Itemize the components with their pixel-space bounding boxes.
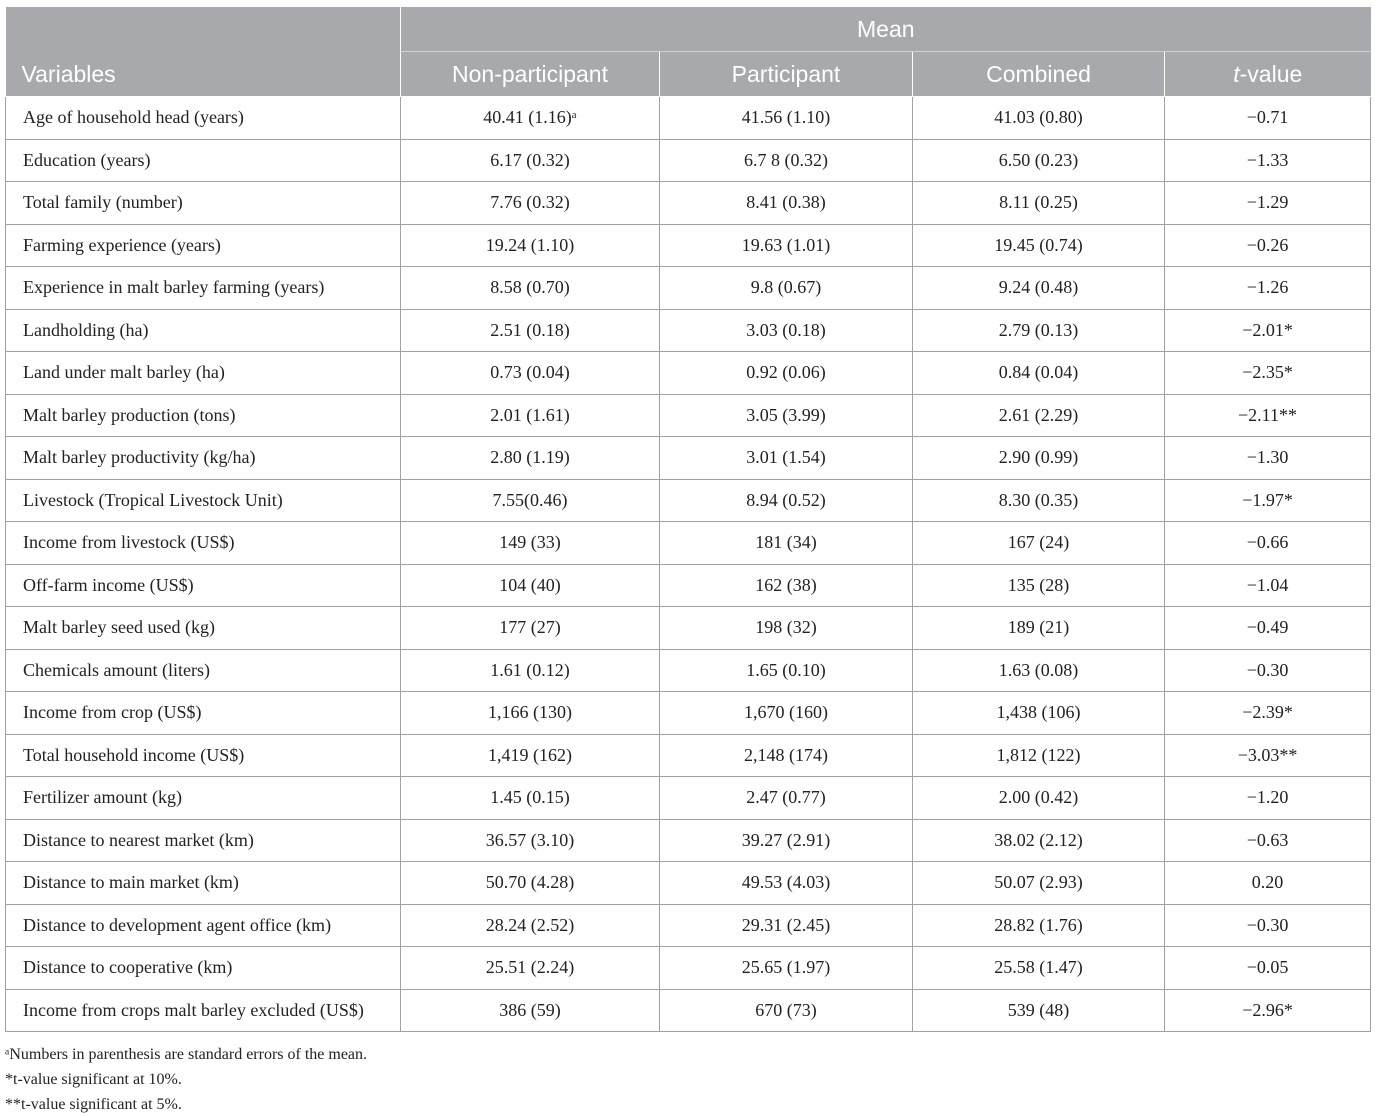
table-row xyxy=(6,904,1371,947)
header-mean-group: Mean xyxy=(401,7,1371,52)
variable-name-cell: Chemicals amount (liters) xyxy=(6,649,401,692)
header-non-participant: Non-participant xyxy=(401,52,660,97)
non-participant-value-cell: 2.51 (0.18) xyxy=(401,309,660,352)
variable-name-cell: Distance to development agent office (km) xyxy=(6,904,401,947)
non-participant-value-cell: 2.80 (1.19) xyxy=(401,437,660,480)
participant-value-cell: 39.27 (2.91) xyxy=(660,819,913,862)
table-row xyxy=(6,734,1371,777)
combined-value-cell: 135 (28) xyxy=(913,564,1165,607)
footnote: **t-value significant at 5%. xyxy=(5,1096,182,1113)
combined-value-cell: 9.24 (0.48) xyxy=(913,267,1165,310)
combined-value-cell: 1,812 (122) xyxy=(913,734,1165,777)
combined-value-cell: 25.58 (1.47) xyxy=(913,947,1165,990)
table-row xyxy=(6,564,1371,607)
combined-value-cell: 0.84 (0.04) xyxy=(913,352,1165,395)
footnote: ᵃNumbers in parenthesis are standard errors of the mean. xyxy=(5,1046,368,1063)
non-participant-value-cell: 40.41 (1.16)ᵃ xyxy=(401,97,660,140)
non-participant-value-cell: 7.55(0.46) xyxy=(401,479,660,522)
combined-value-cell: 8.30 (0.35) xyxy=(913,479,1165,522)
non-participant-value-cell: 149 (33) xyxy=(401,522,660,565)
variable-name-cell: Experience in malt barley farming (years) xyxy=(6,267,401,310)
table-row xyxy=(6,522,1371,565)
summary-statistics-table-container xyxy=(5,7,1370,1117)
variable-name-cell: Income from crops malt barley excluded (US$) xyxy=(6,989,401,1032)
combined-value-cell: 1.63 (0.08) xyxy=(913,649,1165,692)
participant-value-cell: 181 (34) xyxy=(660,522,913,565)
participant-value-cell: 2.47 (0.77) xyxy=(660,777,913,820)
variable-name-cell: Total household income (US$) xyxy=(6,734,401,777)
combined-value-cell: 189 (21) xyxy=(913,607,1165,650)
participant-value-cell: 3.05 (3.99) xyxy=(660,394,913,437)
table-row xyxy=(6,607,1371,650)
table-row xyxy=(6,224,1371,267)
table-header xyxy=(6,7,1371,97)
non-participant-value-cell: 177 (27) xyxy=(401,607,660,650)
combined-value-cell: 167 (24) xyxy=(913,522,1165,565)
non-participant-value-cell: 6.17 (0.32) xyxy=(401,139,660,182)
table-row xyxy=(6,309,1371,352)
participant-value-cell: 9.8 (0.67) xyxy=(660,267,913,310)
combined-value-cell: 6.50 (0.23) xyxy=(913,139,1165,182)
table-row xyxy=(6,479,1371,522)
t-value-cell: −0.66 xyxy=(1165,522,1371,565)
non-participant-value-cell: 2.01 (1.61) xyxy=(401,394,660,437)
table-row xyxy=(6,394,1371,437)
t-value-cell: −0.26 xyxy=(1165,224,1371,267)
header-participant: Participant xyxy=(660,52,913,97)
t-value-cell: 0.20 xyxy=(1165,862,1371,905)
combined-value-cell: 50.07 (2.93) xyxy=(913,862,1165,905)
non-participant-value-cell: 25.51 (2.24) xyxy=(401,947,660,990)
t-value-cell: −1.30 xyxy=(1165,437,1371,480)
variable-name-cell: Distance to nearest market (km) xyxy=(6,819,401,862)
participant-value-cell: 25.65 (1.97) xyxy=(660,947,913,990)
variable-name-cell: Landholding (ha) xyxy=(6,309,401,352)
t-value-cell: −2.01* xyxy=(1165,309,1371,352)
t-value-cell: −1.04 xyxy=(1165,564,1371,607)
variable-name-cell: Land under malt barley (ha) xyxy=(6,352,401,395)
variable-name-cell: Income from livestock (US$) xyxy=(6,522,401,565)
table-row xyxy=(6,352,1371,395)
variable-name-cell: Livestock (Tropical Livestock Unit) xyxy=(6,479,401,522)
table-body xyxy=(6,97,1371,1032)
variable-name-cell: Age of household head (years) xyxy=(6,97,401,140)
table-row xyxy=(6,139,1371,182)
t-value-cell: −1.20 xyxy=(1165,777,1371,820)
combined-value-cell: 2.90 (0.99) xyxy=(913,437,1165,480)
combined-value-cell: 2.00 (0.42) xyxy=(913,777,1165,820)
non-participant-value-cell: 386 (59) xyxy=(401,989,660,1032)
participant-value-cell: 0.92 (0.06) xyxy=(660,352,913,395)
header-t-value xyxy=(1165,52,1371,97)
table-row xyxy=(6,692,1371,735)
summary-statistics-table xyxy=(5,7,1371,1032)
header-t-value-italic: t xyxy=(1233,60,1240,87)
t-value-cell: −1.29 xyxy=(1165,182,1371,225)
table-row xyxy=(6,947,1371,990)
t-value-cell: −0.49 xyxy=(1165,607,1371,650)
combined-value-cell: 19.45 (0.74) xyxy=(913,224,1165,267)
t-value-cell: −0.30 xyxy=(1165,649,1371,692)
header-variables: Variables xyxy=(6,7,401,97)
table-row xyxy=(6,862,1371,905)
non-participant-value-cell: 1,166 (130) xyxy=(401,692,660,735)
non-participant-value-cell: 28.24 (2.52) xyxy=(401,904,660,947)
t-value-cell: −0.63 xyxy=(1165,819,1371,862)
footnote: *t-value significant at 10%. xyxy=(5,1071,182,1088)
table-row xyxy=(6,819,1371,862)
table-row xyxy=(6,649,1371,692)
t-value-cell: −2.35* xyxy=(1165,352,1371,395)
variable-name-cell: Malt barley seed used (kg) xyxy=(6,607,401,650)
variable-name-cell: Education (years) xyxy=(6,139,401,182)
table-row xyxy=(6,777,1371,820)
participant-value-cell: 49.53 (4.03) xyxy=(660,862,913,905)
variable-name-cell: Malt barley production (tons) xyxy=(6,394,401,437)
combined-value-cell: 8.11 (0.25) xyxy=(913,182,1165,225)
variable-name-cell: Income from crop (US$) xyxy=(6,692,401,735)
non-participant-value-cell: 36.57 (3.10) xyxy=(401,819,660,862)
combined-value-cell: 2.61 (2.29) xyxy=(913,394,1165,437)
t-value-cell: −0.30 xyxy=(1165,904,1371,947)
t-value-cell: −2.11** xyxy=(1165,394,1371,437)
combined-value-cell: 2.79 (0.13) xyxy=(913,309,1165,352)
t-value-cell: −3.03** xyxy=(1165,734,1371,777)
participant-value-cell: 6.7 8 (0.32) xyxy=(660,139,913,182)
combined-value-cell: 41.03 (0.80) xyxy=(913,97,1165,140)
participant-value-cell: 198 (32) xyxy=(660,607,913,650)
participant-value-cell: 3.03 (0.18) xyxy=(660,309,913,352)
participant-value-cell: 162 (38) xyxy=(660,564,913,607)
t-value-cell: −2.39* xyxy=(1165,692,1371,735)
participant-value-cell: 8.41 (0.38) xyxy=(660,182,913,225)
table-row xyxy=(6,97,1371,140)
header-t-value-rest: -value xyxy=(1239,60,1303,87)
participant-value-cell: 8.94 (0.52) xyxy=(660,479,913,522)
t-value-cell: −0.05 xyxy=(1165,947,1371,990)
participant-value-cell: 1,670 (160) xyxy=(660,692,913,735)
variable-name-cell: Distance to main market (km) xyxy=(6,862,401,905)
non-participant-value-cell: 104 (40) xyxy=(401,564,660,607)
table-footnotes xyxy=(5,1042,1370,1117)
participant-value-cell: 19.63 (1.01) xyxy=(660,224,913,267)
table-row xyxy=(6,267,1371,310)
table-row xyxy=(6,437,1371,480)
non-participant-value-cell: 19.24 (1.10) xyxy=(401,224,660,267)
combined-value-cell: 28.82 (1.76) xyxy=(913,904,1165,947)
non-participant-value-cell: 1,419 (162) xyxy=(401,734,660,777)
participant-value-cell: 3.01 (1.54) xyxy=(660,437,913,480)
variable-name-cell: Malt barley productivity (kg/ha) xyxy=(6,437,401,480)
non-participant-value-cell: 50.70 (4.28) xyxy=(401,862,660,905)
non-participant-value-cell: 8.58 (0.70) xyxy=(401,267,660,310)
combined-value-cell: 539 (48) xyxy=(913,989,1165,1032)
variable-name-cell: Fertilizer amount (kg) xyxy=(6,777,401,820)
variable-name-cell: Distance to cooperative (km) xyxy=(6,947,401,990)
non-participant-value-cell: 0.73 (0.04) xyxy=(401,352,660,395)
participant-value-cell: 670 (73) xyxy=(660,989,913,1032)
non-participant-value-cell: 7.76 (0.32) xyxy=(401,182,660,225)
non-participant-value-cell: 1.61 (0.12) xyxy=(401,649,660,692)
t-value-cell: −0.71 xyxy=(1165,97,1371,140)
t-value-cell: −2.96* xyxy=(1165,989,1371,1032)
participant-value-cell: 1.65 (0.10) xyxy=(660,649,913,692)
combined-value-cell: 38.02 (2.12) xyxy=(913,819,1165,862)
t-value-cell: −1.97* xyxy=(1165,479,1371,522)
participant-value-cell: 2,148 (174) xyxy=(660,734,913,777)
variable-name-cell: Farming experience (years) xyxy=(6,224,401,267)
participant-value-cell: 41.56 (1.10) xyxy=(660,97,913,140)
header-combined: Combined xyxy=(913,52,1165,97)
t-value-cell: −1.26 xyxy=(1165,267,1371,310)
combined-value-cell: 1,438 (106) xyxy=(913,692,1165,735)
t-value-cell: −1.33 xyxy=(1165,139,1371,182)
table-row xyxy=(6,182,1371,225)
participant-value-cell: 29.31 (2.45) xyxy=(660,904,913,947)
table-row xyxy=(6,989,1371,1032)
variable-name-cell: Off-farm income (US$) xyxy=(6,564,401,607)
non-participant-value-cell: 1.45 (0.15) xyxy=(401,777,660,820)
variable-name-cell: Total family (number) xyxy=(6,182,401,225)
